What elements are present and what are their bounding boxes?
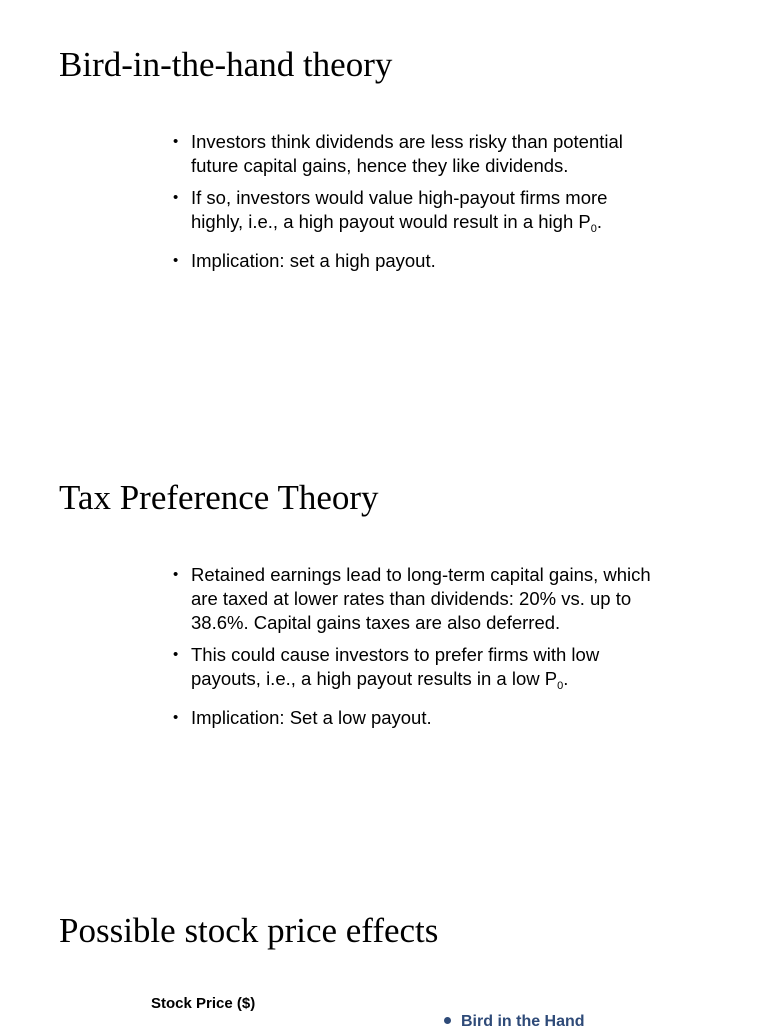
chart-legend-item bbox=[444, 1013, 585, 1031]
slide-title-stock-price-effects: Possible stock price effects bbox=[59, 911, 439, 950]
legend-label: Bird in the Hand bbox=[461, 1013, 585, 1030]
bullet-text: Investors think dividends are less risky than potential future capital gains, hence they like dividends. bbox=[191, 131, 623, 176]
bullet-item bbox=[173, 130, 653, 178]
slide-title-bird-in-hand: Bird-in-the-hand theory bbox=[59, 45, 393, 84]
bullet-item bbox=[173, 706, 653, 730]
bullet-item bbox=[173, 563, 653, 635]
bird-in-hand-bullets bbox=[173, 130, 653, 281]
subscript-zero: 0 bbox=[557, 680, 564, 692]
bullet-dot-icon: • bbox=[173, 252, 179, 269]
bullet-dot-icon: • bbox=[173, 709, 179, 726]
bullet-text: Implication: set a high payout. bbox=[191, 250, 436, 271]
bullet-item bbox=[173, 186, 653, 241]
bullet-dot-icon: • bbox=[173, 566, 179, 583]
bullet-text-tail: . bbox=[563, 668, 569, 689]
chart-y-axis-label: Stock Price ($) bbox=[151, 995, 256, 1012]
bullet-text: If so, investors would value high-payout firms more highly, i.e., a high payout would result in a high P bbox=[191, 187, 608, 232]
slide-title-tax-preference: Tax Preference Theory bbox=[59, 478, 379, 517]
bullet-text-tail: . bbox=[596, 211, 602, 232]
bullet-text: This could cause investors to prefer firms with low payouts, i.e., a high payout results in a low P bbox=[191, 644, 600, 689]
bullet-dot-icon: • bbox=[173, 133, 179, 150]
bullet-item bbox=[173, 249, 653, 273]
bullet-text: Implication: Set a low payout. bbox=[191, 707, 432, 728]
bullet-dot-icon: • bbox=[173, 646, 179, 663]
bullet-item bbox=[173, 643, 653, 698]
subscript-zero: 0 bbox=[590, 223, 597, 235]
bullet-dot-icon: • bbox=[173, 189, 179, 206]
bullet-text: Retained earnings lead to long-term capital gains, which are taxed at lower rates than dividends: 20% vs. up to 38.6%. Capital gains taxes are also deferred. bbox=[191, 564, 651, 633]
legend-marker-icon bbox=[444, 1017, 451, 1024]
tax-preference-bullets bbox=[173, 563, 653, 738]
